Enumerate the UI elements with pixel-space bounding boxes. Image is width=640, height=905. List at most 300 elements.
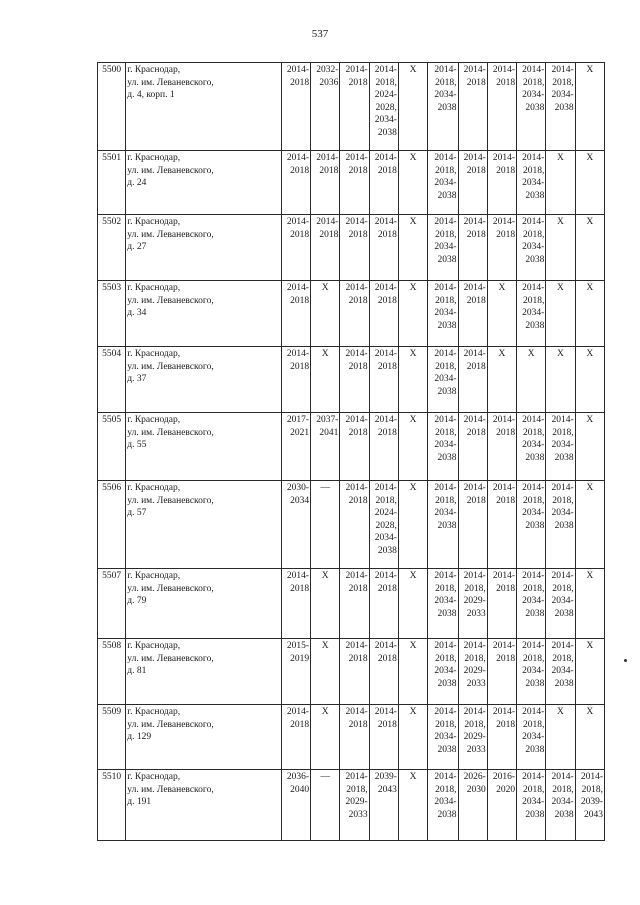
period-line: 2038 xyxy=(437,678,457,689)
period-cell xyxy=(398,347,427,413)
period-cell xyxy=(311,770,340,841)
period-cell xyxy=(458,705,487,770)
period-line: 2029- xyxy=(463,666,486,676)
period-line: X xyxy=(557,153,564,163)
period-line: 2014- xyxy=(434,283,457,293)
period-line: 2024- xyxy=(374,90,397,100)
address-line: г. Краснодар, xyxy=(127,483,181,493)
period-line: 2014- xyxy=(434,415,457,425)
period-line: 2014- xyxy=(286,283,310,293)
address-line: г. Краснодар, xyxy=(127,283,181,293)
period-line: 2034- xyxy=(522,596,545,606)
period-line: 2014- xyxy=(463,283,486,293)
address-line: ул. им. Леваневского, xyxy=(127,495,214,506)
period-cell xyxy=(281,347,310,413)
period-line: — xyxy=(320,483,330,493)
period-line: 2014- xyxy=(463,349,486,359)
period-cell xyxy=(575,281,604,347)
period-line: 2014- xyxy=(374,283,397,293)
row-number-cell: 5509 xyxy=(98,705,126,770)
period-line: X xyxy=(498,349,506,359)
period-line: 2014- xyxy=(345,707,368,717)
period-line: 2014- xyxy=(492,415,516,425)
period-line: 2018, xyxy=(552,583,574,594)
period-cell xyxy=(517,281,546,347)
period-line: 2014- xyxy=(463,65,486,75)
period-line: 2038 xyxy=(525,320,545,331)
address-line: г. Краснодар, xyxy=(127,65,181,75)
period-line: 2018 xyxy=(466,427,486,438)
building-schedule-table xyxy=(97,62,605,841)
period-line: 2018 xyxy=(496,495,516,506)
period-cell xyxy=(458,770,487,841)
period-line: 2014- xyxy=(463,153,486,163)
address-line: г. Краснодар, xyxy=(127,217,181,227)
table-row xyxy=(98,569,605,639)
period-cell xyxy=(281,705,310,770)
period-cell xyxy=(458,347,487,413)
period-line: X xyxy=(557,217,564,227)
period-cell xyxy=(458,413,487,481)
period-line: 2014- xyxy=(374,707,397,717)
period-line: 2018 xyxy=(290,165,310,176)
period-cell xyxy=(458,63,487,151)
period-cell xyxy=(398,63,427,151)
address-line: д. 34 xyxy=(127,308,147,318)
period-line: 2018, xyxy=(435,77,457,88)
address-line: д. 79 xyxy=(127,596,147,606)
period-cell xyxy=(281,770,310,841)
period-line: 2018 xyxy=(496,583,516,594)
period-line: X xyxy=(409,772,417,782)
period-cell xyxy=(458,151,487,215)
period-line: 2038 xyxy=(525,809,545,820)
period-cell xyxy=(575,347,604,413)
address-line: г. Краснодар, xyxy=(127,772,181,782)
period-line: 2014- xyxy=(463,707,486,717)
period-line: 2018 xyxy=(466,77,486,88)
period-line: 2014- xyxy=(286,349,310,359)
period-line: 2020 xyxy=(496,784,516,795)
period-line: 2018 xyxy=(348,361,368,372)
period-line: 2018, xyxy=(435,427,457,438)
period-line: 2014- xyxy=(286,217,310,227)
period-line: 2018, xyxy=(522,295,545,306)
address-line: ул. им. Леваневского, xyxy=(127,165,214,176)
period-cell xyxy=(340,413,369,481)
period-line: 2014- xyxy=(374,483,397,493)
period-cell xyxy=(546,215,575,281)
period-line: 2018 xyxy=(377,361,397,372)
period-line: 2029- xyxy=(345,797,368,807)
address-cell xyxy=(126,639,282,705)
period-cell xyxy=(369,770,398,841)
period-cell xyxy=(281,215,310,281)
period-line: 2018, xyxy=(435,295,457,306)
period-line: 2018 xyxy=(466,295,486,306)
period-line: X xyxy=(586,65,594,75)
period-line: 2014- xyxy=(434,707,457,717)
period-cell xyxy=(487,281,516,347)
period-line: 2014- xyxy=(434,349,457,359)
period-cell xyxy=(311,281,340,347)
period-line: 2038 xyxy=(437,744,457,755)
period-line: X xyxy=(409,283,417,293)
period-line: 2018, xyxy=(435,495,457,506)
address-line: г. Краснодар, xyxy=(127,153,181,163)
period-line: 2018, xyxy=(464,583,486,594)
period-line: 2014- xyxy=(345,217,368,227)
period-line: 2018 xyxy=(290,229,310,240)
period-cell xyxy=(281,481,310,569)
period-line: 2034- xyxy=(522,508,545,518)
period-cell xyxy=(311,705,340,770)
period-cell xyxy=(575,481,604,569)
period-cell xyxy=(340,481,369,569)
period-cell xyxy=(546,569,575,639)
period-cell xyxy=(340,705,369,770)
period-line: 2028, xyxy=(375,520,397,531)
period-line: 2033 xyxy=(466,744,486,755)
period-line: 2038 xyxy=(437,320,457,331)
address-cell xyxy=(126,481,282,569)
period-line: 2034- xyxy=(522,732,545,742)
period-cell xyxy=(398,639,427,705)
period-line: 2041 xyxy=(319,427,339,438)
period-line: 2034- xyxy=(434,508,457,518)
period-line: 2018 xyxy=(348,165,368,176)
period-line: 2038 xyxy=(437,386,457,397)
period-line: 2024- xyxy=(374,508,397,518)
period-line: 2021 xyxy=(290,427,310,438)
address-line: ул. им. Леваневского, xyxy=(127,229,214,240)
period-cell xyxy=(546,63,575,151)
period-line: 2026- xyxy=(463,772,486,782)
period-cell xyxy=(575,569,604,639)
period-line: 2018, xyxy=(522,784,545,795)
address-line: ул. им. Леваневского, xyxy=(127,295,214,306)
period-line: 2034- xyxy=(551,797,574,807)
period-line: 2018 xyxy=(466,165,486,176)
period-line: X xyxy=(321,349,329,359)
period-line: 2038 xyxy=(525,520,545,531)
table-row xyxy=(98,347,605,413)
period-line: 2038 xyxy=(525,452,545,463)
period-line: 2014- xyxy=(551,772,574,782)
period-line: 2014- xyxy=(374,415,397,425)
period-cell xyxy=(487,770,516,841)
period-line: 2034- xyxy=(522,242,545,252)
period-line: 2018, xyxy=(581,784,603,795)
period-line: 2018, xyxy=(522,77,545,88)
period-line: 2043 xyxy=(584,809,603,820)
period-line: 2014- xyxy=(434,65,457,75)
period-cell xyxy=(428,569,458,639)
period-cell xyxy=(398,481,427,569)
period-line: 2018 xyxy=(319,229,339,240)
period-line: 2034- xyxy=(434,308,457,318)
period-line: 2018, xyxy=(435,653,457,664)
period-cell xyxy=(369,281,398,347)
period-cell xyxy=(428,481,458,569)
period-cell xyxy=(546,281,575,347)
period-line: 2034- xyxy=(551,666,574,676)
period-line: 2018 xyxy=(348,229,368,240)
period-line: 2014- xyxy=(522,707,545,717)
period-cell xyxy=(458,215,487,281)
period-cell xyxy=(340,63,369,151)
period-line: X xyxy=(557,283,564,293)
period-line: 2018 xyxy=(496,77,516,88)
period-line: 2018 xyxy=(496,427,516,438)
period-line: 2014- xyxy=(374,641,397,651)
period-line: 2034- xyxy=(434,797,457,807)
period-cell xyxy=(281,639,310,705)
period-cell xyxy=(428,770,458,841)
address-cell xyxy=(126,151,282,215)
period-line: 2018, xyxy=(552,77,574,88)
period-line: 2018, xyxy=(435,361,457,372)
scan-speck xyxy=(624,659,627,662)
period-line: 2018, xyxy=(522,719,545,730)
period-line: 2014- xyxy=(551,65,574,75)
period-line: 2018 xyxy=(466,229,486,240)
period-line: 2038 xyxy=(377,127,397,138)
period-line: X xyxy=(321,707,329,717)
table-row xyxy=(98,481,605,569)
address-line: ул. им. Леваневского, xyxy=(127,361,214,372)
period-line: 2038 xyxy=(437,452,457,463)
table-row xyxy=(98,151,605,215)
period-line: 2038 xyxy=(377,545,397,556)
period-cell xyxy=(546,770,575,841)
period-line: 2018 xyxy=(377,165,397,176)
period-line: 2018, xyxy=(346,784,368,795)
period-line: 2014- xyxy=(463,415,486,425)
period-line: 2028, xyxy=(375,102,397,113)
period-cell xyxy=(398,281,427,347)
period-line: 2014- xyxy=(522,283,545,293)
period-line: X xyxy=(586,641,594,651)
period-line: 2014- xyxy=(345,483,368,493)
period-cell xyxy=(311,63,340,151)
period-line: 2014- xyxy=(286,707,310,717)
period-line: 2014- xyxy=(522,415,545,425)
period-line: 2018 xyxy=(290,719,310,730)
period-line: 2033 xyxy=(348,809,368,820)
period-line: X xyxy=(557,707,564,717)
period-line: 2038 xyxy=(525,608,545,619)
period-line: 2040 xyxy=(290,784,310,795)
period-line: 2014- xyxy=(434,217,457,227)
address-line: д. 4, корп. 1 xyxy=(127,90,175,100)
period-cell xyxy=(281,151,310,215)
address-line: ул. им. Леваневского, xyxy=(127,784,214,795)
period-cell xyxy=(487,151,516,215)
period-line: 2014- xyxy=(492,571,516,581)
table-row xyxy=(98,215,605,281)
address-line: ул. им. Леваневского, xyxy=(127,583,214,594)
period-cell xyxy=(575,770,604,841)
address-line: д. 24 xyxy=(127,178,147,188)
period-cell xyxy=(281,63,310,151)
period-line: 2014- xyxy=(286,153,310,163)
period-line: 2018, xyxy=(464,719,486,730)
period-line: 2018, xyxy=(522,165,545,176)
period-line: 2014- xyxy=(492,641,516,651)
period-line: 2014- xyxy=(345,641,368,651)
period-cell xyxy=(369,705,398,770)
row-number-cell: 5506 xyxy=(98,481,126,569)
period-line: X xyxy=(586,415,594,425)
period-line: 2014- xyxy=(522,571,545,581)
period-line: 2034- xyxy=(522,308,545,318)
period-line: 2014- xyxy=(374,153,397,163)
period-line: 2039- xyxy=(580,797,603,807)
period-line: — xyxy=(320,772,330,782)
period-cell xyxy=(340,770,369,841)
period-line: 2018, xyxy=(375,495,397,506)
period-line: 2018, xyxy=(522,229,545,240)
period-line: 2034- xyxy=(522,797,545,807)
period-line: 2038 xyxy=(437,254,457,265)
period-line: 2038 xyxy=(437,809,457,820)
period-cell xyxy=(546,413,575,481)
row-number-cell: 5503 xyxy=(98,281,126,347)
period-cell xyxy=(369,347,398,413)
period-line: 2014- xyxy=(492,217,516,227)
period-line: 2014- xyxy=(374,65,397,75)
period-cell xyxy=(340,639,369,705)
address-line: г. Краснодар, xyxy=(127,571,181,581)
address-line: г. Краснодар, xyxy=(127,641,181,651)
period-line: 2018 xyxy=(348,77,368,88)
period-line: 2014- xyxy=(492,483,516,493)
period-line: X xyxy=(409,641,417,651)
address-line: ул. им. Леваневского, xyxy=(127,77,214,88)
period-line: X xyxy=(409,217,417,227)
period-cell xyxy=(340,215,369,281)
period-line: 2014- xyxy=(522,483,545,493)
period-line: 2038 xyxy=(437,520,457,531)
address-cell xyxy=(126,347,282,413)
period-line: 2014- xyxy=(580,772,603,782)
period-line: 2014- xyxy=(345,283,368,293)
period-cell xyxy=(398,215,427,281)
period-line: X xyxy=(321,571,329,581)
row-number-cell: 5504 xyxy=(98,347,126,413)
period-cell xyxy=(575,63,604,151)
period-line: 2043 xyxy=(377,784,397,795)
period-line: 2014- xyxy=(345,415,368,425)
period-line: 2038 xyxy=(437,190,457,201)
period-line: 2018 xyxy=(348,295,368,306)
period-cell xyxy=(458,481,487,569)
period-cell xyxy=(311,347,340,413)
period-cell xyxy=(311,413,340,481)
period-cell xyxy=(340,569,369,639)
period-line: 2032- xyxy=(316,65,339,75)
period-line: 2018, xyxy=(552,495,574,506)
table-row xyxy=(98,770,605,841)
period-cell xyxy=(340,347,369,413)
period-cell xyxy=(281,413,310,481)
address-line: г. Краснодар, xyxy=(127,707,181,717)
period-cell xyxy=(369,639,398,705)
address-cell xyxy=(126,281,282,347)
period-line: X xyxy=(498,283,506,293)
period-line: 2014- xyxy=(434,641,457,651)
period-line: 2018, xyxy=(552,427,574,438)
row-number-cell: 5510 xyxy=(98,770,126,841)
period-line: 2014- xyxy=(316,153,339,163)
period-line: 2018 xyxy=(377,583,397,594)
period-line: 2018, xyxy=(435,229,457,240)
period-cell xyxy=(517,151,546,215)
address-line: ул. им. Леваневского, xyxy=(127,653,214,664)
period-cell xyxy=(487,705,516,770)
period-cell xyxy=(517,481,546,569)
period-cell xyxy=(340,281,369,347)
row-number-cell: 5507 xyxy=(98,569,126,639)
period-line: 2030 xyxy=(466,784,486,795)
period-line: X xyxy=(409,65,417,75)
period-line: 2014- xyxy=(463,217,486,227)
period-line: 2038 xyxy=(554,809,574,820)
period-line: 2014- xyxy=(374,217,397,227)
period-line: 2014- xyxy=(286,65,310,75)
period-line: 2034- xyxy=(551,596,574,606)
period-line: 2014- xyxy=(374,349,397,359)
period-cell xyxy=(369,215,398,281)
period-line: 2039- xyxy=(374,772,397,782)
period-line: 2038 xyxy=(554,452,574,463)
period-line: 2018 xyxy=(496,165,516,176)
period-line: 2034- xyxy=(434,596,457,606)
period-line: 2014- xyxy=(345,571,368,581)
period-line: 2038 xyxy=(525,190,545,201)
period-cell xyxy=(281,281,310,347)
period-line: 2018, xyxy=(435,165,457,176)
period-line: 2014- xyxy=(522,153,545,163)
period-line: 2034- xyxy=(434,732,457,742)
period-cell xyxy=(517,413,546,481)
period-line: 2014- xyxy=(434,153,457,163)
period-line: 2018 xyxy=(377,295,397,306)
period-line: 2018, xyxy=(522,583,545,594)
period-line: X xyxy=(586,283,594,293)
period-cell xyxy=(487,481,516,569)
period-cell xyxy=(546,639,575,705)
period-line: 2014- xyxy=(522,772,545,782)
period-line: 2014- xyxy=(522,641,545,651)
period-cell xyxy=(487,215,516,281)
period-line: 2018 xyxy=(348,495,368,506)
address-line: д. 191 xyxy=(127,797,152,807)
period-cell xyxy=(575,705,604,770)
period-line: 2014- xyxy=(345,153,368,163)
period-line: 2018 xyxy=(377,653,397,664)
period-cell xyxy=(398,413,427,481)
period-line: 2034- xyxy=(434,178,457,188)
address-line: г. Краснодар, xyxy=(127,415,181,425)
period-cell xyxy=(517,215,546,281)
period-cell xyxy=(487,639,516,705)
period-line: 2014- xyxy=(434,483,457,493)
page-number: 537 xyxy=(311,28,329,40)
period-line: 2014- xyxy=(522,65,545,75)
period-line: 2018 xyxy=(496,719,516,730)
